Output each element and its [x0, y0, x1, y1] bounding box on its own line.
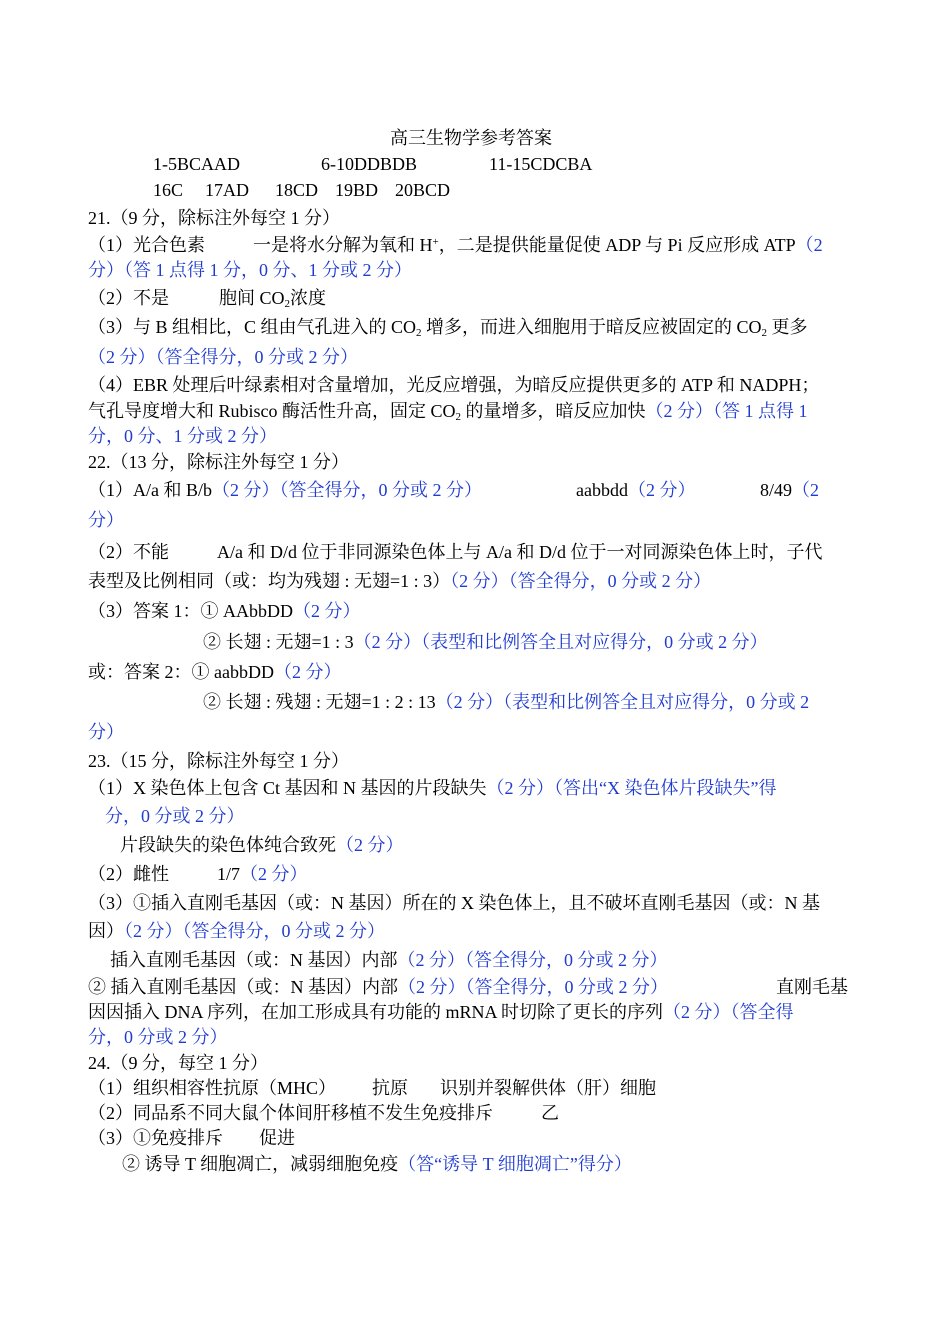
- q23-part3-line1: （3）①插入直刚毛基因（或：N 基因）所在的 X 染色体上，且不破坏直刚毛基因（或：N 基: [88, 893, 820, 913]
- q21-part2-answer: （2）不是: [88, 288, 169, 308]
- q22-part3-answer2-ratio: [203, 690, 809, 714]
- ratio-text: ② 长翅 : 残翅 : 无翅=1 : 2 : 13: [203, 692, 436, 712]
- q23-part3-line4-tail: 直刚毛基: [776, 977, 848, 997]
- answer-text: 或：答案 2：① aabbDD: [88, 662, 274, 682]
- q21-part3-score: （2 分）（答全得分，0 分或 2 分）: [88, 347, 358, 367]
- q22-part1-answer: （1）A/a 和 B/b: [88, 480, 212, 500]
- score: （2 分）（答全得分，0 分或 2 分）: [124, 921, 385, 941]
- ratio-text: ② 长翅 : 无翅=1 : 3: [203, 632, 354, 652]
- q24-part3: [88, 1126, 295, 1150]
- q23-part1-score-note: 分，0 分或 2 分）: [105, 806, 245, 826]
- q21-part3-text: （3）与 B 组相比，C 组由气孔进入的 CO: [88, 317, 417, 337]
- q22-part2-reason: A/a 和 D/d 位于非同源染色体上与 A/a 和 D/d 位于一对同源染色体上时，子代: [217, 542, 823, 562]
- q21-part1-explain-cont: ，二是提供能量促使 ADP 与 Pi 反应形成 ATP: [438, 235, 796, 255]
- score: （2 分）: [240, 864, 308, 884]
- q22-part3-answer1: [88, 599, 361, 623]
- probability: 8/49: [760, 480, 793, 500]
- q22-part1-answer2: [576, 478, 695, 502]
- q21-part2-answer2: 胞间 CO: [219, 288, 285, 308]
- q22-part2-score: （2 分）（答全得分，0 分或 2 分）: [450, 571, 712, 591]
- q21-part4-line2: [88, 399, 808, 423]
- genotype: aabbdd: [576, 480, 628, 500]
- q21-part3-line1: [88, 315, 808, 339]
- score: （2 分）（表型和比例答全且对应得分，0 分或 2 分）: [353, 632, 768, 652]
- q22-heading: 22.（13 分，除标注外每空 1 分）: [88, 452, 349, 472]
- answer-text: ② 诱导 T 细胞凋亡，减弱细胞免疫: [122, 1154, 399, 1174]
- text: 插入直刚毛基因（或：N 基因）内部: [110, 950, 398, 970]
- mc-17: 17AD: [205, 180, 249, 200]
- q21-part1-line1: [88, 233, 823, 257]
- q23-part2-answer: （2）雌性: [88, 864, 169, 884]
- q23-part3-line4: [88, 975, 668, 999]
- score: （2 分）: [336, 835, 404, 855]
- mc-1-5: 1-5BCAAD: [153, 154, 241, 174]
- q21-part4-line1: （4）EBR 处理后叶绿素相对含量增加，光反应增强，为暗反应提供更多的 ATP 和 NADPH；: [88, 375, 820, 395]
- q21-part2: [88, 286, 326, 310]
- q21-part1-explain: 一是将水分解为氧和 H: [253, 235, 433, 255]
- q21-part1-score-note: 分）（答 1 点得 1 分，0 分、1 分或 2 分）: [88, 260, 412, 280]
- q21-part1-answer: （1）光合色素: [88, 235, 205, 255]
- q22-part3-score-end: 分）: [88, 722, 124, 742]
- q21-part3-text3: 更多: [767, 317, 808, 337]
- mc-6-10: 6-10DDBDB: [321, 154, 418, 174]
- score: （2 分）: [273, 662, 342, 682]
- subscript: 2: [416, 327, 422, 339]
- mc-11-15: 11-15CDCBA: [489, 154, 593, 174]
- subscript: 2: [455, 411, 462, 423]
- answer-2: 抗原: [372, 1078, 409, 1098]
- score-note: （答“诱导 T 细胞凋亡”得分）: [398, 1154, 632, 1174]
- answer-2: 促进: [259, 1128, 295, 1148]
- q24-part3-line2: [122, 1152, 632, 1176]
- answer-2: 乙: [541, 1103, 559, 1123]
- mc-18: 18CD: [275, 180, 319, 200]
- q21-part4-score: （2 分）（答 1 点得 1: [645, 401, 808, 421]
- q23-part3-line5: [88, 1000, 794, 1024]
- q21-part4-text2: 的量增多，暗反应加快: [461, 401, 646, 421]
- answer-1: （3）①免疫排斥: [88, 1128, 223, 1148]
- q24-part1: [88, 1076, 656, 1100]
- mc-19: 19BD: [335, 180, 379, 200]
- q23-part3-score-end: 分，0 分或 2 分）: [88, 1027, 228, 1047]
- score: （2 分）: [293, 601, 361, 621]
- score: （2: [792, 480, 820, 500]
- score: （2 分）（表型和比例答全且对应得分，0 分或 2: [435, 692, 810, 712]
- q23-part2-answer2: 1/7: [217, 864, 241, 884]
- q23-part1-answer: （1）X 染色体上包含 Ct 基因和 N 基因的片段缺失: [88, 778, 487, 798]
- q21-part1-score: （2: [795, 235, 823, 255]
- answer-3: 识别并裂解供体（肝）细胞: [440, 1078, 657, 1098]
- q22-part2-line2: [88, 569, 711, 593]
- q22-part1-answer3: [760, 478, 819, 502]
- q24-heading: 24.（9 分，每空 1 分）: [88, 1053, 268, 1073]
- text: 因因插入 DNA 序列，在加工形成具有功能的 mRNA 时切除了更长的序列: [88, 1002, 664, 1022]
- q21-part3-text2: 增多，而进入细胞用于暗反应被固定的 CO: [421, 317, 762, 337]
- page-title: 高三生物学参考答案: [390, 128, 552, 148]
- q21-part4-score-note: 分，0 分、1 分或 2 分）: [88, 426, 277, 446]
- superscript: +: [432, 236, 439, 248]
- score: （2 分）（答全得分，0 分或 2 分）: [398, 977, 668, 997]
- q22-part1-score-end: 分）: [88, 510, 124, 530]
- q23-part3-line3: [110, 948, 668, 972]
- q22-part2-reason-cont: 表型及比例相同（或：均为残翅 : 无翅=1 : 3）: [88, 571, 451, 591]
- q23-part1-score: （2 分）（答出“X 染色体片段缺失”得: [486, 778, 777, 798]
- mc-20: 20BCD: [395, 180, 451, 200]
- score: （2 分）: [627, 480, 696, 500]
- answer-text: 片段缺失的染色体纯合致死: [120, 835, 336, 855]
- q23-part1-line1: [88, 776, 777, 800]
- q22-part3-answer1-ratio: [203, 630, 768, 654]
- q22-part2-line1: [88, 540, 822, 564]
- q22-part2-answer: （2）不能: [88, 542, 169, 562]
- q24-part2: [88, 1101, 559, 1125]
- q21-heading: 21.（9 分，除标注外每空 1 分）: [88, 208, 340, 228]
- q23-part1-answer2: [120, 833, 404, 857]
- q23-heading: 23.（15 分，除标注外每空 1 分）: [88, 751, 349, 771]
- subscript: 2: [284, 298, 291, 310]
- answer-text: （3）答案 1：① AAbbDD: [88, 601, 293, 621]
- q22-part3-answer2: [88, 660, 341, 684]
- q21-part4-text: 气孔导度增大和 Rubisco 酶活性升高，固定 CO: [88, 401, 456, 421]
- text: 因）: [88, 921, 124, 941]
- q23-part3-line2: [88, 919, 385, 943]
- q22-part1-score: （2 分）（答全得分，0 分或 2 分）: [212, 480, 482, 500]
- mc-16: 16C: [153, 180, 184, 200]
- score: （2 分）（答全得分，0 分或 2 分）: [397, 950, 668, 970]
- score: （2 分）（答全得: [663, 1002, 794, 1022]
- text: ② 插入直刚毛基因（或：N 基因）内部: [88, 977, 398, 997]
- q21-part2-answer2-cont: 浓度: [290, 288, 327, 308]
- answer-1: （1）组织相容性抗原（MHC）: [88, 1078, 337, 1098]
- q22-part1: [88, 478, 482, 502]
- answer-1: （2）同品系不同大鼠个体间肝移植不发生免疫排斥: [88, 1103, 493, 1123]
- q23-part2: [88, 862, 308, 886]
- subscript: 2: [761, 327, 768, 339]
